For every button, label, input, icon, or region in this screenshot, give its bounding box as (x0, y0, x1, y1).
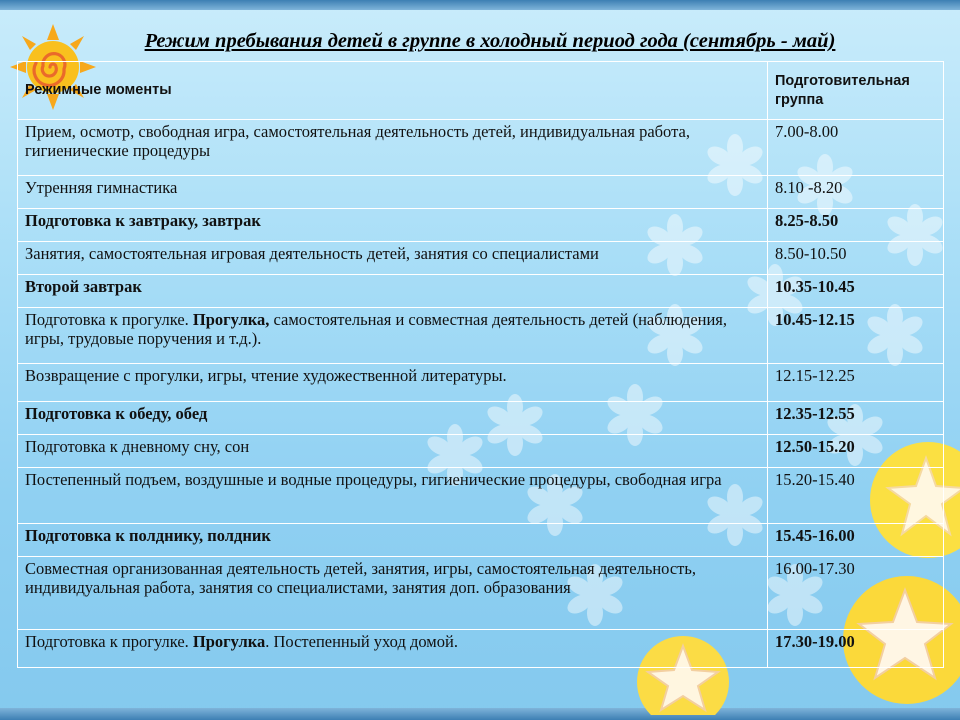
activity-cell (18, 242, 768, 275)
activity-emphasis: Прогулка (192, 632, 266, 651)
table-row (18, 435, 944, 468)
activity-emphasis: Прогулка, (192, 310, 270, 329)
table-row (18, 120, 944, 176)
table-row (18, 524, 944, 557)
table-row (18, 557, 944, 630)
activity-text: Возвращение с прогулки, игры, чтение художественной литературы. (25, 366, 507, 385)
time-cell: 10.45-12.15 (768, 308, 944, 364)
activity-text: Подготовка к завтраку, завтрак (25, 211, 261, 230)
time-cell: 16.00-17.30 (768, 557, 944, 630)
activity-text: Подготовка к прогулке. (25, 632, 193, 651)
activity-cell (18, 630, 768, 668)
activity-text: Подготовка к прогулке. (25, 310, 193, 329)
table-row (18, 209, 944, 242)
time-cell: 12.35-12.55 (768, 402, 944, 435)
time-cell: 12.15-12.25 (768, 364, 944, 402)
table-row (18, 176, 944, 209)
time-cell: 12.50-15.20 (768, 435, 944, 468)
time-cell: 15.20-15.40 (768, 468, 944, 524)
table-row (18, 402, 944, 435)
table-row (18, 275, 944, 308)
activity-cell (18, 524, 768, 557)
activity-text: Подготовка к обеду, обед (25, 404, 208, 423)
table-header-row (18, 62, 944, 120)
time-cell: 8.50-10.50 (768, 242, 944, 275)
activity-cell (18, 402, 768, 435)
activity-text: Подготовка к полднику, полдник (25, 526, 271, 545)
column-header-activities: Режимные моменты (18, 62, 768, 120)
activity-cell (18, 364, 768, 402)
activity-cell (18, 435, 768, 468)
table-row (18, 630, 944, 668)
top-frame-bar (0, 0, 960, 10)
time-cell: 8.25-8.50 (768, 209, 944, 242)
activity-text: Прием, осмотр, свободная игра, самостоятельная деятельность детей, индивидуальная работа, гигиенические процедуры (25, 122, 690, 160)
page-title: Режим пребывания детей в группе в холодный период года (сентябрь - май) (144, 30, 836, 52)
table-row (18, 364, 944, 402)
activity-cell (18, 308, 768, 364)
table-row (18, 308, 944, 364)
activity-cell (18, 557, 768, 630)
activity-text: Занятия, самостоятельная игровая деятельность детей, занятия со специалистами (25, 244, 599, 263)
activity-cell (18, 176, 768, 209)
activity-text: Подготовка к дневному сну, сон (25, 437, 250, 456)
table-row (18, 242, 944, 275)
schedule-table (17, 61, 944, 668)
bottom-frame-bar (0, 708, 960, 720)
table-row (18, 468, 944, 524)
activity-cell (18, 468, 768, 524)
column-header-group: Подготовительная группа (768, 62, 944, 120)
activity-text: Совместная организованная деятельность детей, занятия, игры, самостоятельная деятельность, индивидуальная работа, занятия со специалистами, занятия доп. образования (25, 559, 697, 597)
time-cell: 7.00-8.00 (768, 120, 944, 176)
activity-text: Второй завтрак (25, 277, 142, 296)
activity-text: самостоятельная и совместная деятельность детей (наблюдения, игры, трудовые поручения и т.д.). (25, 310, 728, 348)
time-cell: 17.30-19.00 (768, 630, 944, 668)
activity-text: Постепенный подъем, воздушные и водные процедуры, гигиенические процедуры, свободная игра (25, 470, 722, 489)
activity-text: . Постепенный уход домой. (265, 632, 458, 651)
time-cell: 10.35-10.45 (768, 275, 944, 308)
activity-cell (18, 275, 768, 308)
activity-text: Утренняя гимнастика (25, 178, 178, 197)
activity-cell (18, 209, 768, 242)
time-cell: 15.45-16.00 (768, 524, 944, 557)
time-cell: 8.10 -8.20 (768, 176, 944, 209)
activity-cell (18, 120, 768, 176)
